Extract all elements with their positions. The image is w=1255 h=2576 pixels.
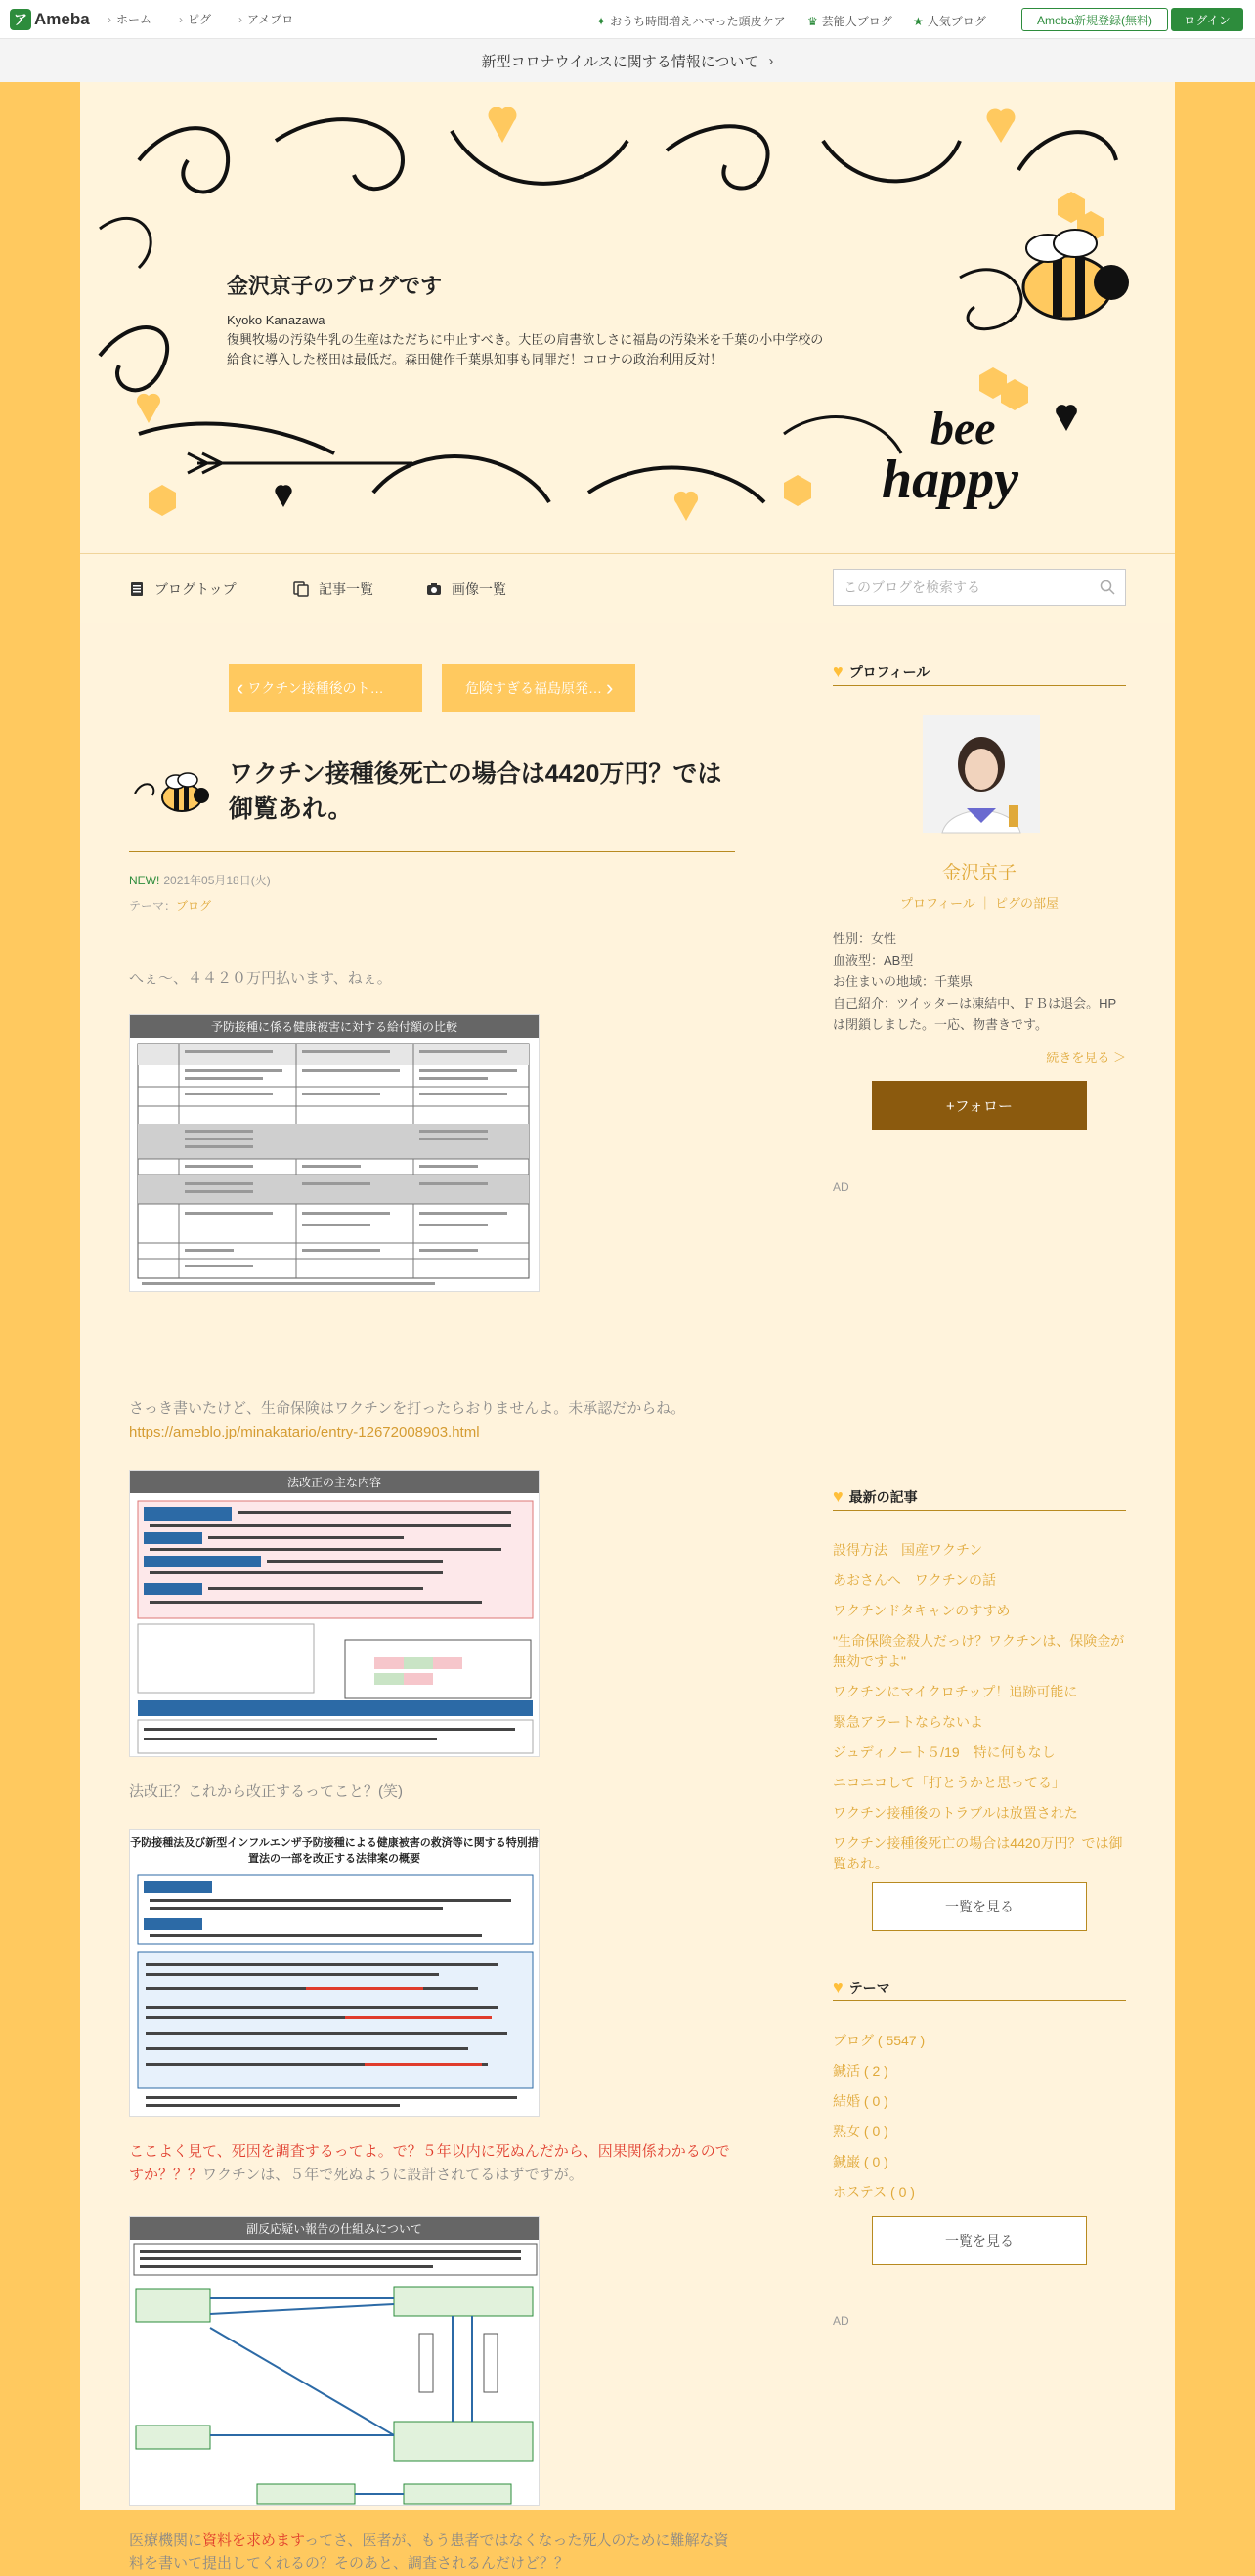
figure-title: 法改正の主な内容 — [130, 1471, 539, 1493]
hot-link-label: 人気ブログ — [927, 15, 986, 28]
figure-title: 副反応疑い報告の仕組みについて — [130, 2217, 539, 2240]
theme-link[interactable]: ブログ ( 5547 ) — [833, 2033, 926, 2048]
paragraph-1: へぇ～、４４２０万円払います、ねぇ。 — [129, 970, 392, 987]
paragraph-4-emphasis: ここよく見て、死因を調査するってよ。で？５年以内に死ぬんだから、因果関係わかるのですか？？？ — [129, 2143, 730, 2183]
search-icon[interactable] — [1100, 580, 1115, 595]
theme-link[interactable]: 熟女 ( 0 ) — [833, 2124, 888, 2139]
avatar-image — [923, 715, 1040, 833]
follow-button[interactable]: +フォロー — [872, 1081, 1087, 1130]
theme-label: テーマ： — [129, 899, 177, 913]
article-theme — [129, 897, 211, 914]
law-summary-figure — [130, 1869, 541, 2114]
ad-label: AD — [833, 2314, 849, 2328]
figure-title: 予防接種に係る健康被害に対する給付額の比較 — [130, 1015, 539, 1038]
login-button[interactable]: ログイン — [1171, 8, 1243, 31]
hot-link-popular-blog[interactable] — [913, 13, 986, 29]
profile-blood-type: 血液型：AB型 — [833, 953, 914, 967]
theme-link[interactable]: 結婚 ( 0 ) — [833, 2093, 888, 2109]
hot-link-hair-care[interactable] — [596, 13, 786, 29]
covid-notice-text: 新型コロナウイルスに関する情報について — [481, 53, 759, 70]
date-text: 2021年05月18日(火) — [163, 874, 271, 887]
ameba-logo-text: Ameba — [34, 9, 90, 28]
blog-column — [80, 82, 1175, 2572]
paragraph-4 — [129, 2140, 735, 2187]
article-image-law-summary[interactable] — [129, 1829, 540, 2117]
article-image-adverse-reaction-flow[interactable] — [129, 2216, 540, 2506]
sidebar-profile-heading — [833, 659, 1126, 686]
blog-header — [80, 82, 1175, 551]
recent-entry-link[interactable]: ワクチン接種後死亡の場合は4420万円？では御覧あれ。 — [833, 1835, 1123, 1871]
flow-figure — [130, 2240, 541, 2506]
theme-link[interactable]: ホステス ( 0 ) — [833, 2184, 915, 2200]
law-figure — [130, 1493, 541, 1757]
prev-entry-button[interactable] — [229, 664, 422, 712]
camera-icon — [426, 581, 442, 597]
chevron-left-icon: ‹ — [237, 675, 244, 700]
theme-link[interactable]: 鍼巌 ( 0 ) — [833, 2154, 888, 2169]
paragraph-2-text: さっき書いたけど、生命保険はワクチンを打ったらおりませんよ。未承認だからね。 — [129, 1400, 686, 1417]
theme-list-button[interactable]: 一覧を見る — [872, 2216, 1087, 2265]
global-nav — [108, 11, 321, 27]
subnav-blog-top[interactable] — [129, 580, 237, 599]
heading-text: テーマ — [848, 1979, 890, 1996]
recent-entry-link[interactable]: あおさんへ ワクチンの話 — [833, 1572, 997, 1588]
ad-label: AD — [833, 1181, 849, 1194]
theme-link[interactable]: ブログ — [176, 899, 212, 913]
paragraph-3: 法改正？これから改正するってこと？(笑) — [129, 1783, 403, 1800]
register-button[interactable]: Ameba新規登録(無料) — [1021, 8, 1168, 31]
search-placeholder: このブログを検索する — [844, 580, 980, 595]
recent-entry-link[interactable]: 緊急アラートならないよ — [833, 1714, 983, 1730]
blog-search-input[interactable] — [833, 569, 1126, 606]
prev-entry-label: ワクチン接種後のト… — [247, 680, 384, 696]
chevron-right-icon: › — [768, 52, 774, 69]
profile-name[interactable]: 金沢京子 — [941, 863, 1017, 883]
chevron-right-icon: › — [606, 675, 614, 700]
subnav-label: ブログトップ — [154, 581, 237, 597]
hot-link-label: 芸能人ブログ — [821, 15, 892, 28]
theme-link[interactable]: 鍼活 ( 2 ) — [833, 2063, 888, 2079]
figure-title: 予防接種法及び新型インフルエンザ予防接種による健康被害の救済等に関する特別措置法の一部を改正する法律案の概要 — [130, 1837, 539, 1865]
blog-description: 復興牧場の汚染牛乳の生産はただちに中止すべき。大臣の肩書欲しさに福島の汚染米を千葉の小中学校の給食に導入した桜田は最低だ。森田健作千葉県知事も同罪だ！コロナの政治利用反対！ — [227, 332, 824, 366]
art-text-bee: bee — [930, 403, 996, 454]
recent-list-button[interactable]: 一覧を見る — [872, 1882, 1087, 1931]
heading-text: 最新の記事 — [848, 1488, 918, 1505]
profile-links[interactable]: プロフィール ｜ ピグの部屋 — [900, 896, 1059, 911]
crown-icon: ♛ — [807, 14, 818, 28]
heading-text: プロフィール — [848, 664, 930, 680]
ameba-logo[interactable] — [10, 9, 90, 30]
recent-entry-link[interactable]: ジュディノート５/19 特に何もなし — [833, 1744, 1056, 1760]
profile-info — [833, 928, 1126, 1036]
paragraph-5-emphasis: 資料を求めます — [202, 2532, 305, 2549]
nav-home[interactable]: › ホーム — [108, 11, 151, 27]
profile-more-link[interactable]: 続きを見る ＞ — [1046, 1051, 1126, 1065]
article-title[interactable]: ワクチン接種後死亡の場合は4420万円？では御覧あれ。 — [229, 760, 722, 823]
heart-icon: ♥ — [833, 662, 844, 681]
recent-entries-list — [833, 1540, 1126, 1884]
sidebar-recent-heading — [833, 1483, 1126, 1511]
subnav-label: 記事一覧 — [319, 581, 373, 597]
article-image-law-amendment[interactable] — [129, 1470, 540, 1757]
title-divider — [129, 851, 735, 852]
blog-author: Kyoko Kanazawa — [227, 313, 325, 327]
hot-link-label: おうち時間増えハマった頭皮ケア — [610, 15, 786, 28]
subnav-entry-list[interactable] — [293, 580, 373, 599]
recent-entry-link[interactable]: "生命保険金殺人だっけ？ワクチンは、保険金が無効ですよ" — [833, 1633, 1125, 1669]
paragraph-5-text-b: ってさ、医者が、もう患者ではなくなった死人のために難解な資料を書いて提出してくれるの？そのあと、調査されるんだけど？？ — [129, 2532, 729, 2572]
subnav-label: 画像一覧 — [452, 581, 506, 597]
sparkle-icon: ✦ — [596, 14, 607, 28]
new-badge: NEW! — [129, 874, 160, 887]
profile-gender: 性別：女性 — [833, 931, 897, 946]
ameba-global-header — [0, 0, 1255, 39]
recent-entry-link[interactable]: ワクチン接種後のトラブルは放置された — [833, 1805, 1078, 1821]
related-entry-link[interactable]: https://ameblo.jp/minakatario/entry-12672008903.html — [129, 1424, 480, 1440]
sidebar-theme-heading — [833, 1974, 1126, 2001]
next-entry-button[interactable] — [442, 664, 635, 712]
document-icon — [129, 581, 145, 597]
recent-entry-link[interactable]: ワクチンにマイクロチップ！追跡可能に — [833, 1684, 1078, 1699]
profile-intro: 自己紹介：ツイッターは凍結中、ＦＢは退会。HPは閉鎖しました。一応、物書きです。 — [833, 996, 1117, 1032]
copy-icon — [293, 581, 309, 597]
heart-icon: ♥ — [833, 1977, 844, 1996]
article-image-compensation-table[interactable] — [129, 1014, 540, 1292]
paragraph-2 — [129, 1397, 735, 1444]
star-icon: ★ — [913, 14, 924, 28]
paragraph-4-text: ワクチンは、５年で死ぬように設計されてるはずですが。 — [202, 2167, 584, 2183]
theme-list — [833, 2031, 1126, 2212]
avatar[interactable] — [923, 715, 1040, 833]
recent-entry-link[interactable]: 設得方法 国産ワクチン — [833, 1542, 983, 1558]
bee-title-icon — [129, 764, 211, 819]
hot-link-celebrity-blog[interactable] — [807, 13, 892, 29]
recent-entry-link[interactable]: ワクチンドタキャンのすすめ — [833, 1603, 1011, 1618]
profile-location: お住まいの地域：千葉県 — [833, 974, 974, 989]
next-entry-label: 危険すぎる福島原発… — [465, 680, 602, 696]
article-date — [129, 872, 271, 888]
nav-ameblo[interactable]: › アメブロ — [238, 11, 293, 27]
art-text-happy: happy — [882, 450, 1018, 510]
table-figure — [130, 1038, 541, 1292]
nav-pigg[interactable]: › ピグ — [179, 11, 211, 27]
ameba-logo-icon: ア — [10, 9, 31, 30]
recent-entry-link[interactable]: ニコニコして「打とうかと思ってる」 — [833, 1775, 1065, 1790]
heart-icon: ♥ — [833, 1486, 844, 1506]
blog-title[interactable]: 金沢京子のブログです — [227, 274, 443, 298]
covid-notice-bar[interactable] — [0, 39, 1255, 82]
paragraph-5 — [129, 2529, 735, 2576]
paragraph-5-text-a: 医療機関に — [129, 2532, 203, 2549]
subnav-image-list[interactable] — [426, 580, 506, 599]
